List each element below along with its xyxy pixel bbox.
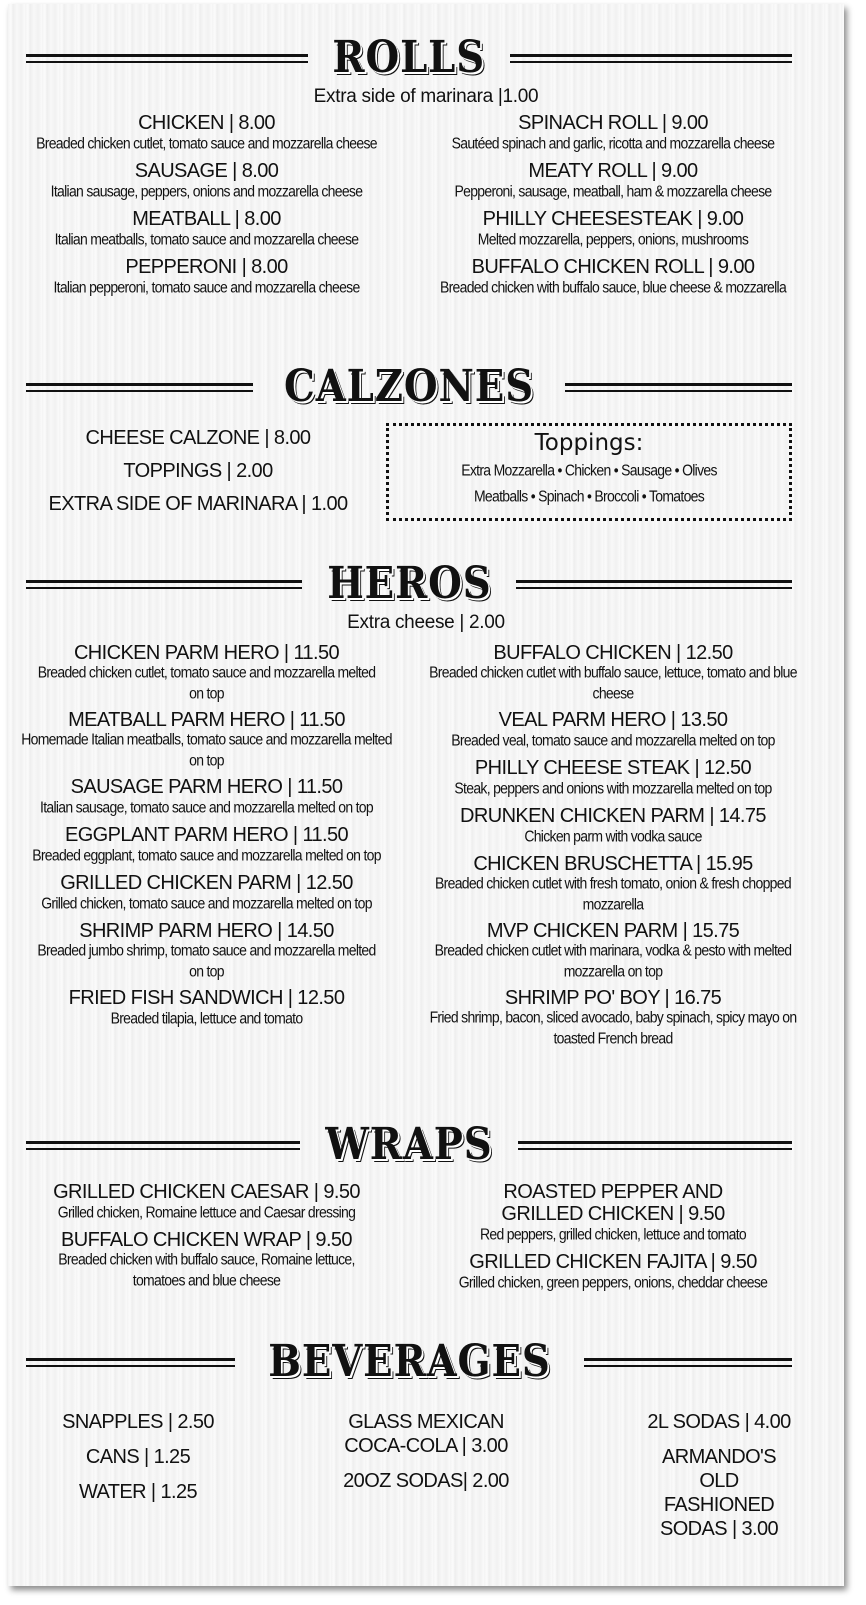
item-name: BUFFALO CHICKEN WRAP | 9.50 xyxy=(61,1229,352,1251)
divider xyxy=(565,383,792,392)
item-desc: Breaded eggplant, tomato sauce and mozzarella melted on top xyxy=(32,846,381,864)
divider xyxy=(26,1141,300,1150)
section-note: Extra cheese | 2.00 xyxy=(347,612,505,633)
menu-item xyxy=(8,256,405,297)
item-desc: Melted mozzarella, peppers, onions, mushrooms xyxy=(477,230,749,248)
item-name: ROASTED PEPPER AND GRILLED CHICKEN | 9.50 xyxy=(501,1181,725,1225)
item-name: SNAPPLES | 2.50 xyxy=(62,1411,214,1433)
item-desc: Breaded tilapia, lettuce and tomato xyxy=(110,1009,303,1027)
beverages-column xyxy=(48,1410,228,1552)
menu-item xyxy=(8,1181,405,1222)
divider xyxy=(26,1358,235,1367)
item-name: SAUSAGE PARM HERO | 11.50 xyxy=(70,776,343,798)
item-name: FRIED FISH SANDWICH | 12.50 xyxy=(68,987,345,1009)
item-name: MEATBALL PARM HERO | 11.50 xyxy=(68,709,345,731)
item-name: CHEESE CALZONE | 8.00 xyxy=(85,427,311,449)
item-desc: Homemade Italian meatballs, tomato sauce and mozzarella melted on top xyxy=(21,730,392,769)
item-name: PHILLY CHEESE STEAK | 12.50 xyxy=(474,757,752,779)
menu-item xyxy=(413,1181,813,1244)
item-name: VEAL PARM HERO | 13.50 xyxy=(498,709,728,731)
item-name: MEATBALL | 8.00 xyxy=(132,208,281,230)
menu-item xyxy=(413,757,813,798)
section-note: Extra side of marinara |1.00 xyxy=(313,86,539,107)
item-name: SAUSAGE | 8.00 xyxy=(134,160,279,182)
menu-item xyxy=(413,112,813,153)
menu-item xyxy=(16,642,397,702)
item-desc: Pepperoni, sausage, meatball, ham & mozzarella cheese xyxy=(454,182,772,200)
section-title: BEVERAGES xyxy=(267,1336,551,1387)
beverages-column xyxy=(624,1410,814,1552)
menu-item xyxy=(8,160,405,201)
item-desc: Chicken parm with vodka sauce xyxy=(524,827,702,845)
menu-item xyxy=(8,1229,405,1289)
item-name: 2L SODAS | 4.00 xyxy=(647,1411,791,1433)
section-header xyxy=(8,556,844,612)
section-header xyxy=(8,359,844,415)
toppings-line: Meatballs • Spinach • Broccoli • Tomatoes xyxy=(473,487,705,505)
item-name: GLASS MEXICAN COCA-COLA | 3.00 xyxy=(344,1411,508,1457)
item-name: CHICKEN BRUSCHETTA | 15.95 xyxy=(473,853,753,875)
item-desc: Steak, peppers and onions with mozzarella melted on top xyxy=(454,779,772,797)
beverages-section xyxy=(8,1334,844,1552)
item-name: DRUNKEN CHICKEN PARM | 14.75 xyxy=(460,805,766,827)
item-desc: Breaded veal, tomato sauce and mozzarella melted on top xyxy=(451,731,775,749)
heros-left-column xyxy=(8,642,405,1054)
item-desc: Breaded chicken cutlet with marinara, vodka & pesto with melted mozzarella on top xyxy=(434,941,792,980)
item-name: MEATY ROLL | 9.00 xyxy=(528,160,698,182)
item-desc: Breaded chicken with buffalo sauce, Romaine lettuce, tomatoes and blue cheese xyxy=(58,1250,355,1289)
menu-item xyxy=(16,872,397,913)
divider xyxy=(510,54,792,63)
menu-item xyxy=(413,920,813,980)
divider xyxy=(518,1141,792,1150)
toppings-title: Toppings: xyxy=(534,430,644,456)
item-desc: Italian meatballs, tomato sauce and mozzarella cheese xyxy=(54,230,359,248)
section-title: CALZONES xyxy=(284,361,535,412)
rolls-right-column xyxy=(413,112,813,304)
menu-board xyxy=(8,4,844,1586)
menu-item xyxy=(16,776,397,817)
item-desc: Grilled chicken, Romaine lettuce and Caesar dressing xyxy=(57,1203,356,1221)
menu-item xyxy=(413,987,813,1047)
wraps-left-column xyxy=(8,1181,405,1299)
item-desc: Sautéed spinach and garlic, ricotta and mozzarella cheese xyxy=(451,134,775,152)
heros-right-column xyxy=(413,642,813,1054)
item-desc: Italian pepperoni, tomato sauce and mozzarella cheese xyxy=(53,278,360,296)
menu-item xyxy=(413,805,813,846)
section-header xyxy=(8,30,844,86)
divider xyxy=(26,580,302,589)
item-name: SPINACH ROLL | 9.00 xyxy=(518,112,708,134)
item-name: EGGPLANT PARM HERO | 11.50 xyxy=(64,824,349,846)
toppings-line: Extra Mozzarella • Chicken • Sausage • Olives xyxy=(461,461,717,479)
heros-section xyxy=(8,556,844,1054)
item-name: PHILLY CHEESESTEAK | 9.00 xyxy=(482,208,744,230)
divider xyxy=(26,54,308,63)
divider xyxy=(584,1358,793,1367)
wraps-section xyxy=(8,1117,844,1299)
item-name: GRILLED CHICKEN PARM | 12.50 xyxy=(60,872,353,894)
menu-item xyxy=(16,824,397,865)
section-header xyxy=(8,1117,844,1173)
menu-item xyxy=(413,160,813,201)
menu-item xyxy=(413,642,813,702)
calzone-list xyxy=(8,427,388,526)
menu-item xyxy=(413,208,813,249)
item-desc: Red peppers, grilled chicken, lettuce and tomato xyxy=(479,1225,747,1243)
item-desc: Breaded chicken cutlet with fresh tomato, onion & fresh chopped mozzarella xyxy=(435,874,791,913)
calzones-section xyxy=(8,359,844,529)
item-desc: Breaded chicken cutlet, tomato sauce and mozzarella cheese xyxy=(36,134,377,152)
wraps-right-column xyxy=(413,1181,813,1299)
menu-item xyxy=(8,208,405,249)
item-desc: Italian sausage, peppers, onions and mozzarella cheese xyxy=(50,182,363,200)
rolls-section xyxy=(8,30,844,304)
item-desc: Breaded jumbo shrimp, tomato sauce and mozzarella melted on top xyxy=(37,941,376,980)
item-name: PEPPERONI | 8.00 xyxy=(125,256,288,278)
section-title: ROLLS xyxy=(332,32,486,83)
menu-item xyxy=(413,256,813,297)
menu-item xyxy=(16,920,397,980)
item-name: MVP CHICKEN PARM | 15.75 xyxy=(486,920,740,942)
item-name: EXTRA SIDE OF MARINARA | 1.00 xyxy=(48,493,348,515)
item-name: CHICKEN | 8.00 xyxy=(138,112,275,134)
item-desc: Fried shrimp, bacon, sliced avocado, baby spinach, spicy mayo on toasted French bread xyxy=(429,1008,797,1047)
section-title: HEROS xyxy=(326,558,492,609)
section-title: WRAPS xyxy=(325,1119,493,1170)
menu-item xyxy=(413,853,813,913)
item-name: BUFFALO CHICKEN | 12.50 xyxy=(493,642,733,664)
item-name: GRILLED CHICKEN CAESAR | 9.50 xyxy=(53,1181,360,1203)
menu-item xyxy=(16,709,397,769)
item-name: TOPPINGS | 2.00 xyxy=(123,460,273,482)
menu-item xyxy=(16,987,397,1028)
toppings-box xyxy=(386,423,792,521)
item-name: 20OZ SODAS| 2.00 xyxy=(343,1470,509,1492)
divider xyxy=(516,580,792,589)
item-desc: Grilled chicken, green peppers, onions, cheddar cheese xyxy=(458,1273,768,1291)
item-name: WATER | 1.25 xyxy=(78,1481,198,1503)
divider xyxy=(26,383,253,392)
item-desc: Breaded chicken cutlet with buffalo sauce, lettuce, tomato and blue cheese xyxy=(429,663,797,702)
beverages-column xyxy=(316,1410,536,1552)
item-desc: Breaded chicken cutlet, tomato sauce and mozzarella melted on top xyxy=(37,663,376,702)
item-name: CHICKEN PARM HERO | 11.50 xyxy=(73,642,340,664)
item-desc: Breaded chicken with buffalo sauce, blue cheese & mozzarella xyxy=(439,278,787,296)
item-desc: Italian sausage, tomato sauce and mozzarella melted on top xyxy=(40,798,373,816)
item-name: ARMANDO'S OLD FASHIONED SODAS | 3.00 xyxy=(659,1446,779,1540)
item-name: CANS | 1.25 xyxy=(85,1446,191,1468)
item-name: GRILLED CHICKEN FAJITA | 9.50 xyxy=(469,1251,757,1273)
item-desc: Grilled chicken, tomato sauce and mozzarella melted on top xyxy=(41,894,372,912)
item-name: SHRIMP PO' BOY | 16.75 xyxy=(504,987,722,1009)
section-header xyxy=(8,1334,844,1390)
menu-item xyxy=(413,709,813,750)
item-name: SHRIMP PARM HERO | 14.50 xyxy=(79,920,334,942)
menu-item xyxy=(8,112,405,153)
rolls-left-column xyxy=(8,112,405,304)
menu-item xyxy=(413,1251,813,1292)
item-name: BUFFALO CHICKEN ROLL | 9.00 xyxy=(471,256,755,278)
